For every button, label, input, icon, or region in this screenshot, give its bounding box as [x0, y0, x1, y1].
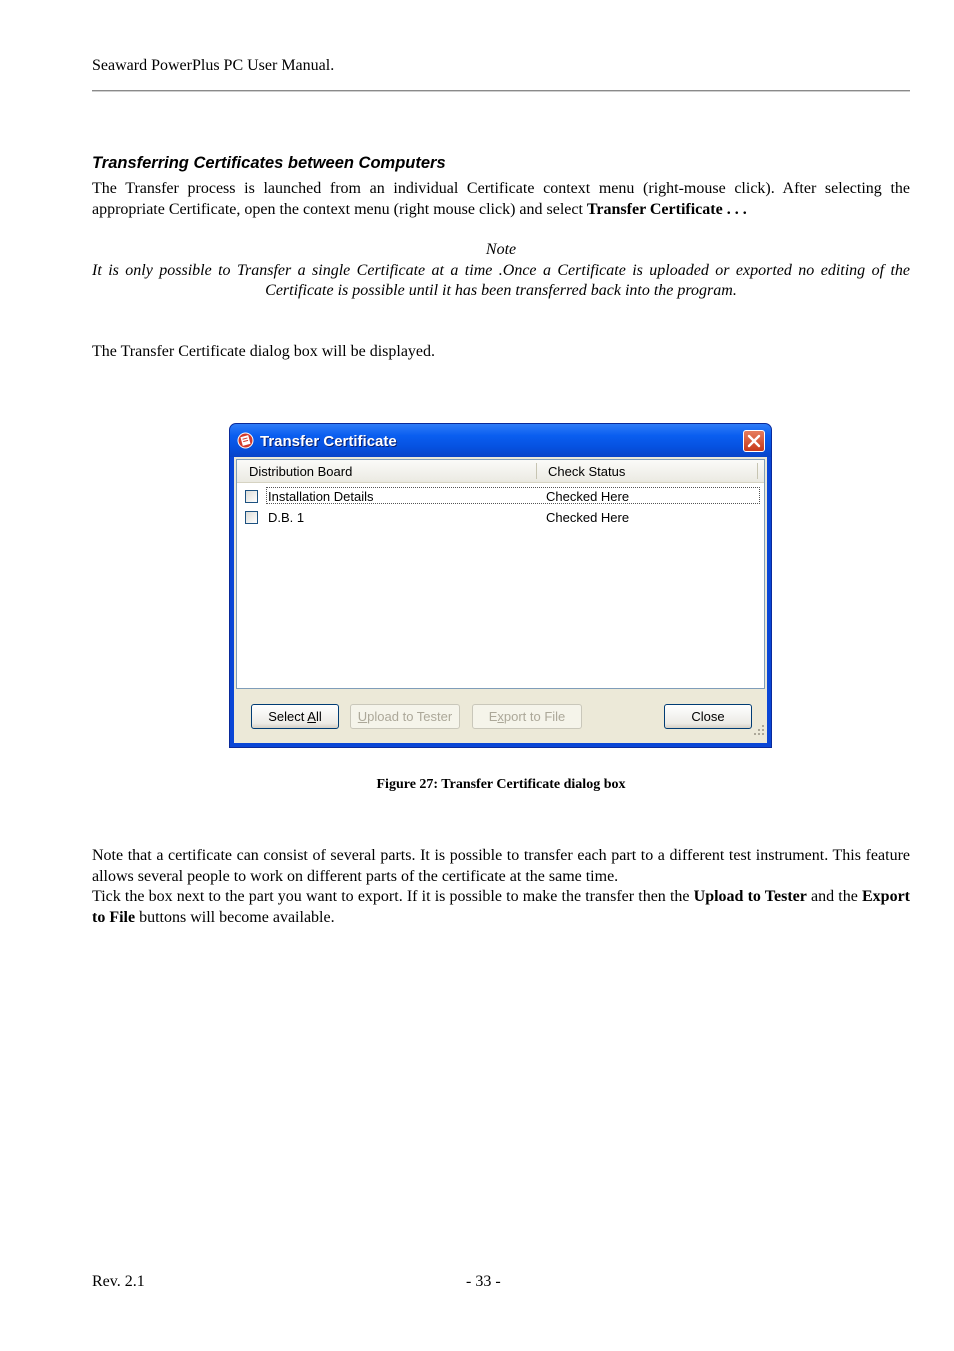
row-checkbox[interactable]	[245, 490, 258, 503]
dialog-body	[234, 457, 767, 743]
certificate-icon	[237, 432, 254, 449]
intro-paragraph	[92, 179, 910, 220]
export-to-file-reference: Export to File	[92, 888, 910, 926]
list-item[interactable]	[237, 508, 764, 528]
tick-box-paragraph	[92, 887, 910, 928]
dialog-titlebar[interactable]	[230, 424, 771, 457]
close-icon[interactable]	[743, 430, 765, 452]
row-name: D.B. 1	[268, 510, 305, 525]
select-all-button[interactable]: Select All	[251, 704, 339, 729]
resize-grip-icon[interactable]	[753, 723, 765, 741]
column-divider[interactable]	[757, 463, 758, 479]
row-status: Checked Here	[546, 489, 630, 504]
distribution-board-list[interactable]	[236, 459, 765, 689]
tick-text: Tick the box next to the part you want to export. If it is possible to make the transfer then the	[92, 888, 694, 905]
header-divider	[92, 90, 910, 92]
dialog-intro-text: The Transfer Certificate dialog box will be displayed.	[92, 343, 436, 360]
upload-to-tester-button[interactable]: Upload to Tester	[350, 704, 460, 729]
parts-paragraph: Note that a certificate can consist of several parts. It is possible to transfer each part to a different test instrument. This feature allows several people to work on different parts of the certificate at the same time.	[92, 847, 910, 885]
row-status: Checked Here	[546, 510, 630, 525]
revision-label: Rev. 2.1	[92, 1273, 145, 1290]
intro-text: The Transfer process is launched from an individual Certificate context menu (right-mouse click). After selecting the appropriate Certificate, open the context menu (right mouse click) and select	[92, 180, 910, 218]
upload-to-tester-reference: Upload to Tester	[693, 888, 807, 905]
dialog-title: Transfer Certificate	[260, 433, 397, 450]
tick-text-and: and the	[806, 888, 862, 905]
intro-bold-command: Transfer Certificate . . .	[586, 200, 747, 218]
tick-text-end: buttons will become available.	[135, 908, 335, 926]
close-button[interactable]: Close	[664, 704, 752, 729]
column-header-distribution-board[interactable]: Distribution Board	[249, 464, 353, 479]
note-title: Note	[485, 241, 517, 258]
section-title: Transferring Certificates between Computers	[92, 154, 446, 172]
note-body: It is only possible to Transfer a single Certificate at a time .Once a Certificate is uploaded or exported no editing of the Certificate is possible until it has been transferred back into the program.	[92, 261, 910, 299]
list-header	[237, 460, 764, 483]
page-number: - 33 -	[466, 1273, 501, 1290]
column-divider[interactable]	[536, 463, 537, 479]
transfer-certificate-dialog	[229, 423, 772, 748]
export-to-file-button[interactable]: Export to File	[472, 704, 582, 729]
row-name: Installation Details	[268, 489, 374, 504]
row-checkbox[interactable]	[245, 511, 258, 524]
figure-caption: Figure 27: Transfer Certificate dialog box	[376, 777, 626, 792]
column-header-check-status[interactable]: Check Status	[548, 464, 626, 479]
note-block	[92, 240, 910, 302]
document-header: Seaward PowerPlus PC User Manual.	[92, 57, 335, 74]
list-item[interactable]	[237, 487, 764, 507]
